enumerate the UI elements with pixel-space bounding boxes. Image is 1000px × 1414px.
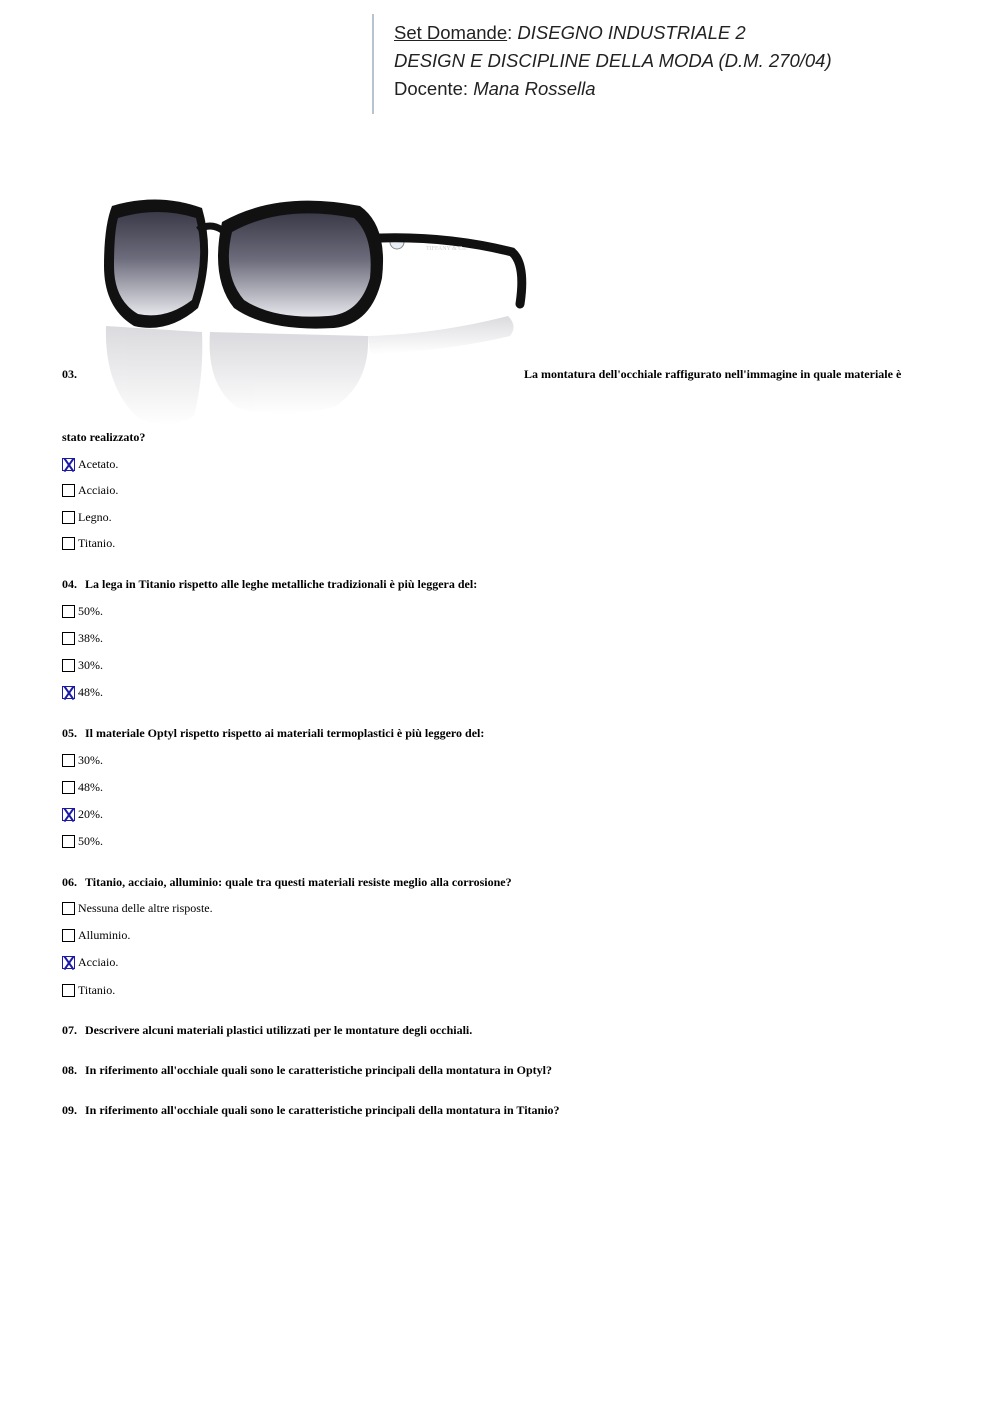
checkbox-checked[interactable] [62, 686, 75, 699]
question-03-text-part2: stato realizzato? [62, 430, 146, 444]
question-text: Il materiale Optyl rispetto rispetto ai materiali termoplastici è più leggero del: [85, 726, 485, 740]
option-50[interactable] [62, 833, 103, 849]
option-titanio[interactable] [62, 535, 115, 551]
course-name: DISEGNO INDUSTRIALE 2 [517, 22, 746, 43]
question-text: La lega in Titanio rispetto alle leghe metalliche tradizionali è più leggera del: [85, 577, 478, 591]
checkbox[interactable] [62, 984, 75, 997]
checkbox-checked[interactable] [62, 458, 75, 471]
checkbox[interactable] [62, 659, 75, 672]
option-label: Nessuna delle altre risposte. [78, 900, 213, 915]
question-text: Descrivere alcuni materiali plastici utilizzati per le montature degli occhiali. [85, 1023, 473, 1037]
question-text: Titanio, acciaio, alluminio: quale tra questi materiali resiste meglio alla corrosione? [85, 875, 512, 889]
option-48[interactable] [62, 684, 103, 700]
question-number: 07. [62, 1023, 77, 1037]
option-label: Alluminio. [78, 927, 131, 942]
checkbox[interactable] [62, 537, 75, 550]
question-text: In riferimento all'occhiale quali sono le caratteristiche principali della montatura in Optyl? [85, 1063, 552, 1077]
option-label: 48%. [78, 684, 103, 699]
question-number: 09. [62, 1103, 77, 1117]
question-08 [62, 1063, 552, 1078]
option-label: Acetato. [78, 456, 119, 471]
option-label: Acciaio. [78, 954, 119, 969]
set-label: Set Domande [394, 22, 508, 43]
teacher-label: Docente: [394, 78, 474, 99]
degree-name: DESIGN E DISCIPLINE DELLA MODA (D.M. 270/04) [394, 50, 832, 71]
question-number: 05. [62, 726, 77, 740]
question-09 [62, 1103, 560, 1118]
checkbox[interactable] [62, 835, 75, 848]
option-alluminio[interactable] [62, 927, 130, 943]
checkbox[interactable] [62, 781, 75, 794]
set-line [394, 22, 746, 44]
document-header [372, 14, 932, 114]
question-text: In riferimento all'occhiale quali sono le caratteristiche principali della montatura in Titanio? [85, 1103, 560, 1117]
option-30[interactable] [62, 657, 103, 673]
question-04 [62, 577, 477, 592]
brand-logo: TIFFANY & Co. [426, 246, 467, 252]
option-label: 50%. [78, 833, 103, 848]
option-nessuna[interactable] [62, 900, 213, 916]
option-label: 30%. [78, 657, 103, 672]
question-number: 04. [62, 577, 77, 591]
checkbox[interactable] [62, 511, 75, 524]
question-06 [62, 875, 512, 890]
checkbox[interactable] [62, 754, 75, 767]
teacher-line [394, 78, 596, 100]
question-number: 03. [62, 367, 77, 381]
checkbox[interactable] [62, 902, 75, 915]
option-label: 50%. [78, 603, 103, 618]
option-label: Titanio. [78, 982, 116, 997]
option-38[interactable] [62, 630, 103, 646]
teacher-name: Mana Rossella [473, 78, 596, 99]
option-label: Titanio. [78, 535, 116, 550]
question-03-heading [62, 367, 85, 382]
checkbox-checked[interactable] [62, 808, 75, 821]
checkbox-checked[interactable] [62, 956, 75, 969]
option-legno[interactable] [62, 509, 112, 525]
option-label: Acciaio. [78, 482, 119, 497]
checkbox[interactable] [62, 484, 75, 497]
question-05 [62, 726, 484, 741]
option-label: 30%. [78, 752, 103, 767]
checkbox[interactable] [62, 605, 75, 618]
option-titanio[interactable] [62, 982, 115, 998]
option-label: 48%. [78, 779, 103, 794]
set-separator: : [507, 22, 518, 43]
option-label: Legno. [78, 509, 112, 524]
question-03-text-part1: La montatura dell'occhiale raffigurato nell'immagine in quale materiale è [524, 367, 902, 381]
question-number: 06. [62, 875, 77, 889]
option-label: 38%. [78, 630, 103, 645]
option-20[interactable] [62, 806, 103, 822]
option-label: 20%. [78, 806, 103, 821]
option-acciaio[interactable] [62, 954, 118, 970]
option-48[interactable] [62, 779, 103, 795]
checkbox[interactable] [62, 929, 75, 942]
option-30[interactable] [62, 752, 103, 768]
option-acciaio[interactable] [62, 482, 118, 498]
checkbox[interactable] [62, 632, 75, 645]
sunglasses-image [98, 186, 528, 432]
question-number: 08. [62, 1063, 77, 1077]
question-07 [62, 1023, 472, 1038]
option-acetato[interactable] [62, 456, 118, 472]
option-50[interactable] [62, 603, 103, 619]
